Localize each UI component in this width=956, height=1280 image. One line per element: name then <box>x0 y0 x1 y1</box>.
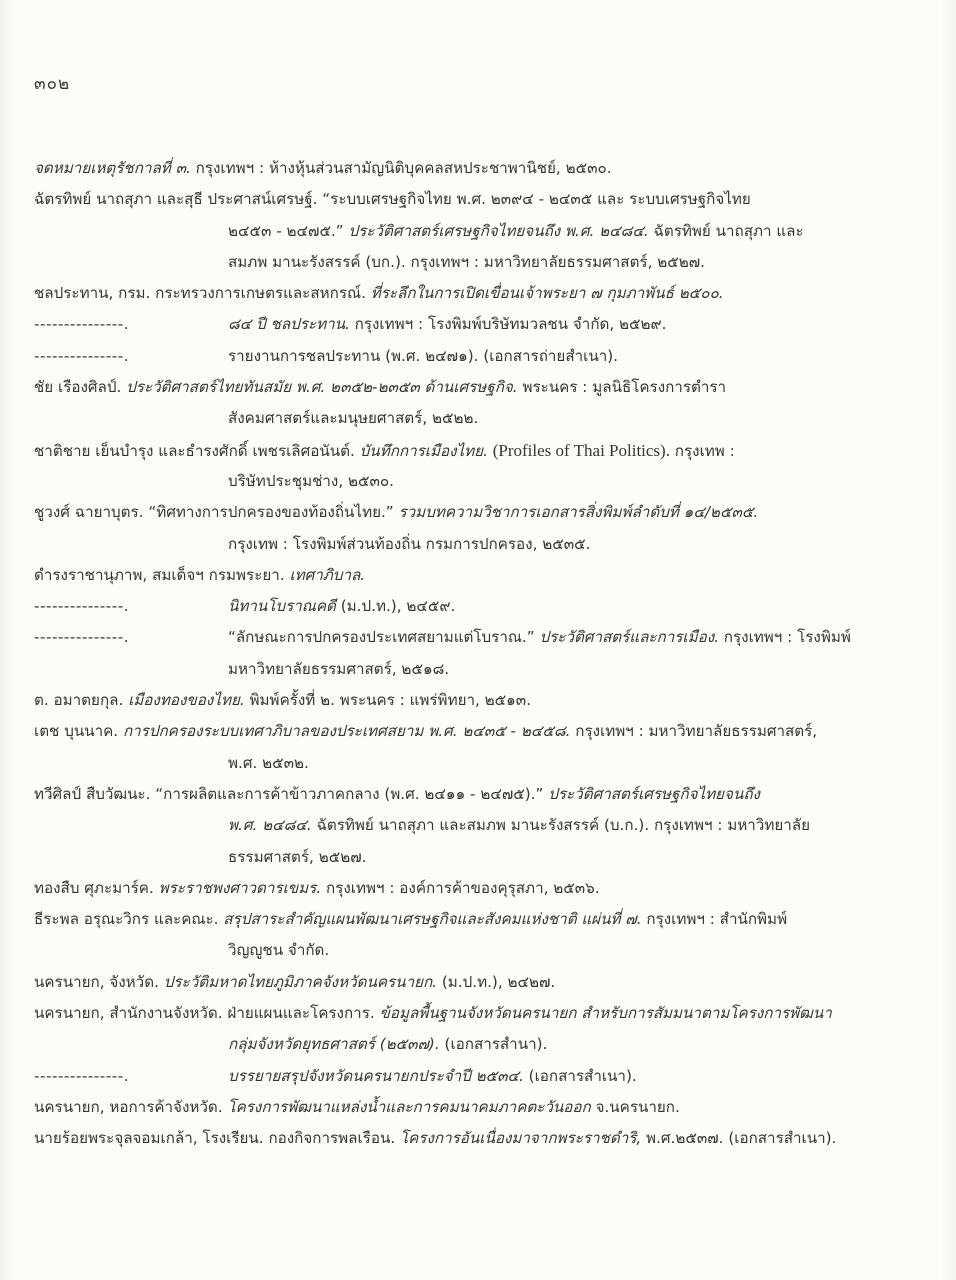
citation-text: กรุงเทพฯ : ห้างหุ้นส่วนสามัญนิติบุคคลสหประชาพานิชย์, ๒๕๓๐. <box>190 159 612 177</box>
entry-continuation-line <box>34 1029 924 1060</box>
citation-text: นครนายก, สำนักงานจังหวัด. ฝ่ายแผนและโครงการ. <box>34 1004 380 1023</box>
bibliography-entry <box>34 1092 924 1123</box>
entry-continuation-line <box>34 403 924 434</box>
citation-text: สังคมศาสตร์และมนุษยศาสตร์, ๒๕๒๒. <box>228 409 479 428</box>
bibliography-entry <box>34 967 924 998</box>
entry-first-line <box>34 716 924 747</box>
entry-continuation-line <box>34 748 924 779</box>
entry-first-line <box>34 622 924 653</box>
citation-text: พ.ศ. ๒๕๓๒. <box>228 753 309 772</box>
entry-first-line <box>34 372 924 403</box>
citation-title: ประวัติมหาดไทยภูมิภาคจังหวัดนครนายก. <box>163 972 438 991</box>
citation-title: ประวัติศาสตร์เศรษฐกิจไทยจนถึง <box>548 784 760 803</box>
citation-text: ต. อมาตยกุล. <box>34 691 129 710</box>
citation-text: ทองสืบ ศุภะมาร์ค. <box>34 878 159 897</box>
citation-text: นครนายก, หอการค้าจังหวัด. <box>34 1097 228 1116</box>
entry-first-line <box>34 779 924 810</box>
citation-text: ทวีศิลป์ สืบวัฒนะ. “การผลิตและการค้าข้าวภาคกลาง (พ.ศ. ๒๔๑๑ - ๒๔๗๕).” <box>34 784 549 803</box>
citation-text: บริษัทประชุมช่าง, ๒๕๓๐. <box>228 471 394 490</box>
citation-text: กรุงเทพฯ : สำนักพิมพ์ <box>641 910 788 929</box>
citation-title: โครงการพัฒนาแหล่งน้ำและการคมนาคมภาคตะวันออก <box>227 1097 591 1116</box>
citation-title: จดหมายเหตุรัชกาลที่ ๓. <box>34 159 191 177</box>
citation-text: พ.ศ.๒๕๓๗. (เอกสารสำเนา). <box>641 1129 837 1148</box>
citation-text: จ.นครนายก. <box>590 1097 680 1116</box>
citation-text: ดำรงราชานุภาพ, สมเด็จฯ กรมพระยา. <box>34 565 290 584</box>
citation-text: ชูวงศ์ ฉายาบุตร. “ทิศทางการปกครองของท้องถิ่นไทย.” <box>34 503 399 522</box>
citation-text: ชาติชาย เย็นบำรุง และธำรงศักดิ์ เพชรเลิศอนันต์. <box>34 441 360 460</box>
entry-first-line <box>34 591 924 622</box>
entry-first-line <box>34 341 924 372</box>
citation-title: รวมบทความวิชาการเอกสารสิ่งพิมพ์ลำดับที่ ๑๔/๒๕๓๕. <box>398 503 759 522</box>
citation-text: พระนคร : มูลนิธิโครงการตำรา <box>517 378 727 397</box>
citation-text: กรุงเทพฯ : มหาวิทยาลัยธรรมศาสตร์, <box>570 722 818 741</box>
citation-text: ฉัตรทิพย์ นาถสุภา และสมภพ มานะรังสรรค์ (บ.ก.). กรุงเทพฯ : มหาวิทยาลัย <box>311 816 810 835</box>
bibliography-entry <box>34 278 924 309</box>
bibliography-entry <box>34 341 924 372</box>
citation-title: พ.ศ. ๒๔๘๔. <box>228 816 312 835</box>
citation-title: สรุปสาระสำคัญแผนพัฒนาเศรษฐกิจและสังคมแห่งชาติ แผ่นที่ ๗. <box>223 910 642 929</box>
entry-first-line <box>34 998 924 1029</box>
bibliography-entry <box>34 435 924 498</box>
repeated-author-dash: ---------------. <box>34 346 130 365</box>
entry-continuation-line <box>34 935 924 966</box>
entry-continuation-line <box>34 466 924 497</box>
entry-continuation-line <box>34 529 924 560</box>
citation-text: ธีระพล อรุณะวิกร และคณะ. <box>34 910 224 929</box>
citation-text: กรุงเทพ : <box>669 441 735 460</box>
bibliography-entry <box>34 998 924 1061</box>
citation-text: กรุงเทพ : โรงพิมพ์ส่วนท้องถิ่น กรมการปกครอง, ๒๕๓๕. <box>228 534 591 553</box>
bibliography-entry <box>34 904 924 967</box>
citation-title: โครงการอันเนื่องมาจากพระราชดำริ, <box>399 1129 642 1148</box>
citation-text: พิมพ์ครั้งที่ ๒. พระนคร : แพร่พิทยา, ๒๕๑๓. <box>244 691 532 710</box>
bibliography-entry <box>34 309 924 340</box>
citation-text: ธรรมศาสตร์, ๒๕๒๗. <box>228 847 367 866</box>
citation-text: กรุงเทพฯ : องค์การค้าของคุรุสภา, ๒๕๓๖. <box>321 878 600 897</box>
citation-text: (Profiles of Thai Politics). <box>492 440 670 460</box>
citation-text: เตช บุนนาค. <box>34 722 123 741</box>
citation-title: พระราชพงศาวดารเขมร. <box>158 878 322 897</box>
repeated-author-dash: ---------------. <box>34 628 130 647</box>
citation-text: นครนายก, จังหวัด. <box>34 972 164 991</box>
entry-first-line <box>34 873 924 904</box>
repeated-author-dash: ---------------. <box>34 315 130 334</box>
bibliography-entry <box>34 622 924 685</box>
citation-text: รายงานการชลประทาน (พ.ศ. ๒๔๗๑). (เอกสารถ่ายสำเนา). <box>228 346 618 365</box>
citation-text: นายร้อยพระจุลจอมเกล้า, โรงเรียน. กองกิจการพลเรือน. <box>34 1129 400 1148</box>
bibliography-list <box>34 153 924 1155</box>
citation-text: ชลประทาน, กรม. กระทรวงการเกษตรและสหกรณ์. <box>34 284 371 303</box>
citation-title: ประวัติศาสตร์ไทยทันสมัย พ.ศ. ๒๓๕๒-๒๓๕๓ ด้านเศรษฐกิจ. <box>126 378 518 397</box>
bibliography-entry <box>34 497 924 560</box>
entry-first-line <box>34 1092 924 1123</box>
citation-title: ข้อมูลพื้นฐานจังหวัดนครนายก สำหรับการสัมมนาตามโครงการพัฒนา <box>379 1004 832 1023</box>
citation-title: นิทานโบราณคดี <box>228 597 336 616</box>
bibliography-entry <box>34 1123 924 1154</box>
entry-continuation-line <box>34 654 924 685</box>
bibliography-entry <box>34 591 924 622</box>
citation-title: เมืองทองของไทย. <box>128 691 245 710</box>
citation-text: ฉัตรทิพย์ นาถสุภา และ <box>648 221 804 240</box>
entry-first-line <box>34 435 924 466</box>
bibliography-entry <box>34 716 924 779</box>
bibliography-entry <box>34 779 924 873</box>
repeated-author-dash: ---------------. <box>34 597 130 616</box>
citation-text: (เอกสารสำนา). <box>439 1035 548 1054</box>
citation-text: ฉัตรทิพย์ นาถสุภา และสุธี ประศาสน์เศรษฐ์. “ระบบเศรษฐกิจไทย พ.ศ. ๒๓๙๔ - ๒๔๓๕ และ ระบบเศรษฐกิจไทย <box>34 190 751 209</box>
entry-first-line <box>34 153 924 184</box>
citation-title: บรรยายสรุปจังหวัดนครนายกประจำปี ๒๕๓๔. <box>228 1066 524 1085</box>
entry-continuation-line <box>34 247 924 278</box>
citation-text: กรุงเทพฯ : โรงพิมพ์ <box>718 628 851 647</box>
entry-first-line <box>34 560 924 591</box>
citation-text: ๒๔๕๓ - ๒๔๗๕.” <box>228 221 349 240</box>
citation-text: สมภพ มานะรังสรรค์ (บก.). กรุงเทพฯ : มหาวิทยาลัยธรรมศาสตร์, ๒๕๒๗. <box>228 252 706 271</box>
bibliography-entry <box>34 560 924 591</box>
bibliography-entry <box>34 153 924 184</box>
citation-title: ที่ระลึกในการเปิดเขื่อนเจ้าพระยา ๗ กุมภาพันธ์ ๒๕๐๐. <box>370 284 724 303</box>
citation-text: ชัย เรืองศิลป์. <box>34 378 127 397</box>
bibliography-entry <box>34 873 924 904</box>
citation-text: (ม.ป.ท.), ๒๔๕๙. <box>335 597 456 616</box>
entry-first-line <box>34 309 924 340</box>
repeated-author-dash: ---------------. <box>34 1066 130 1085</box>
citation-text: (เอกสารสำเนา). <box>523 1066 637 1085</box>
bibliography-entry <box>34 1061 924 1092</box>
citation-title: บันทึกการเมืองไทย. <box>359 441 488 460</box>
bibliography-entry <box>34 372 924 435</box>
citation-title: ประวัติศาสตร์และการเมือง. <box>539 628 719 647</box>
citation-title: กลุ่มจังหวัดยุทธศาสตร์ (๒๕๓๗). <box>228 1035 440 1054</box>
citation-title: ๘๔ ปี ชลประทาน. <box>228 315 350 334</box>
citation-text: “ลักษณะการปกครองประเทศสยามแต่โบราณ.” <box>228 628 540 647</box>
citation-text: (ม.ป.ท.), ๒๔๒๗. <box>437 972 556 991</box>
citation-title: การปกครองระบบเทศาภิบาลของประเทศสยาม พ.ศ. ๒๔๓๕ - ๒๔๕๘. <box>122 722 571 741</box>
entry-first-line <box>34 1123 924 1154</box>
entry-first-line <box>34 278 924 309</box>
entry-continuation-line <box>34 810 924 841</box>
citation-title: ประวัติศาสตร์เศรษฐกิจไทยจนถึง พ.ศ. ๒๔๘๔. <box>348 221 649 240</box>
citation-title: เทศาภิบาล. <box>289 565 366 584</box>
entry-first-line <box>34 685 924 716</box>
citation-text: วิญญูชน จำกัด. <box>228 941 330 960</box>
entry-continuation-line <box>34 216 924 247</box>
entry-first-line <box>34 967 924 998</box>
bibliography-entry <box>34 685 924 716</box>
entry-first-line <box>34 1061 924 1092</box>
citation-text: กรุงเทพฯ : โรงพิมพ์บริษัทมวลชน จำกัด, ๒๕๒๙. <box>349 315 667 334</box>
page-number: ๓๐๒ <box>34 74 71 94</box>
entry-first-line <box>34 184 924 215</box>
citation-text: มหาวิทยาลัยธรรมศาสตร์, ๒๕๑๘. <box>228 659 450 678</box>
entry-first-line <box>34 904 924 935</box>
entry-first-line <box>34 497 924 528</box>
entry-continuation-line <box>34 842 924 873</box>
bibliography-entry <box>34 184 924 278</box>
